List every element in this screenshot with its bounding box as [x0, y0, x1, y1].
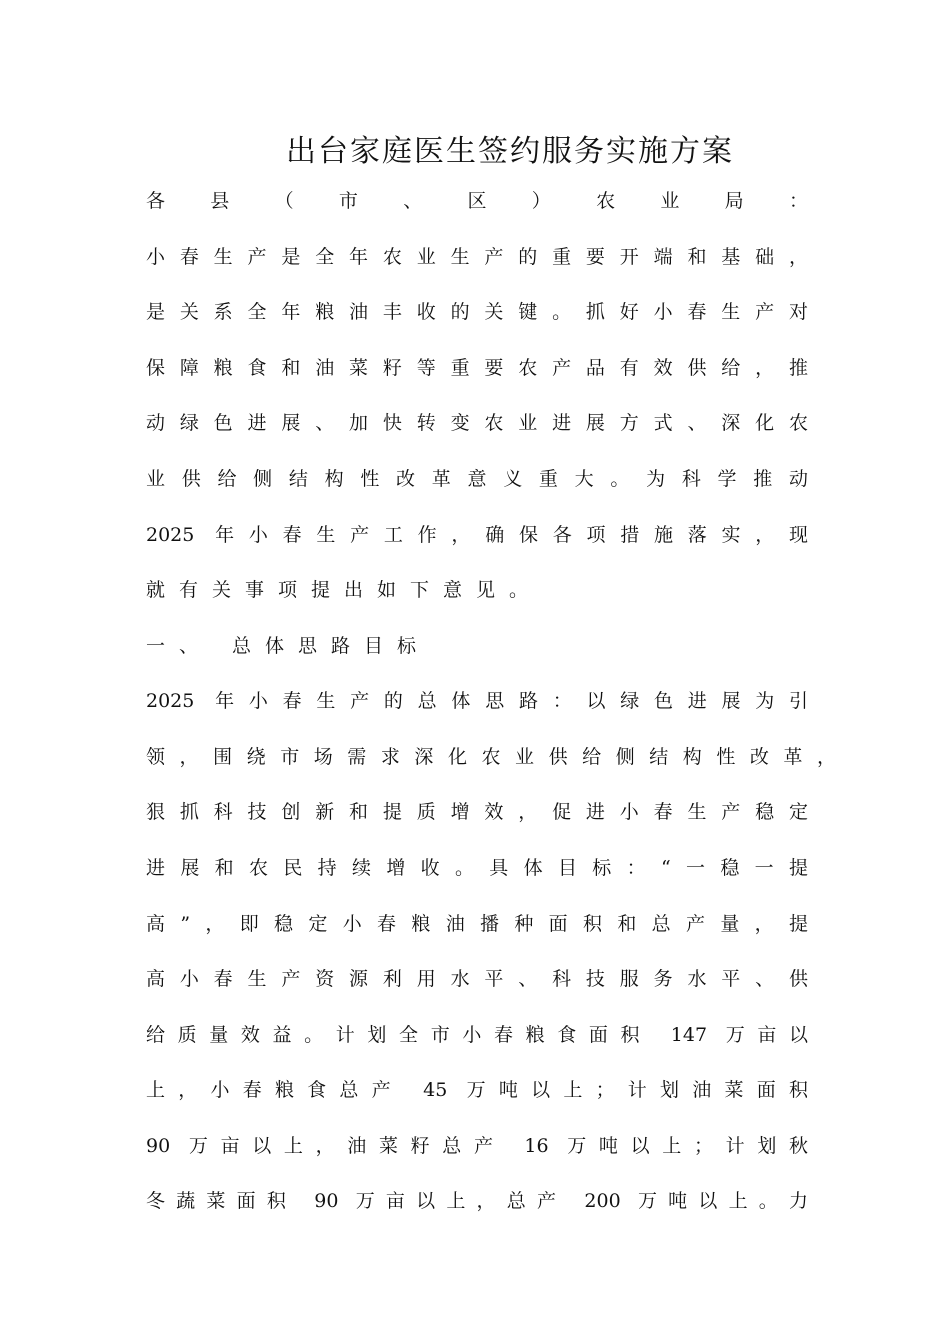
text-line: 进展和农民持续增收。具体目标：“一稳一提	[146, 857, 808, 879]
text-line: 冬蔬菜面积 90 万亩以上，总产 200 万吨以上。力	[146, 1190, 808, 1212]
text-line: 各县（市、区）农业局：	[146, 190, 808, 212]
text-line: 高”，即稳定小春粮油播种面积和总产量，提	[146, 913, 808, 935]
text-line: 90 万亩以上，油菜籽总产 16 万吨以上；计划秋	[146, 1135, 808, 1157]
section-heading: 一、 总体思路目标	[146, 635, 431, 657]
document-title: 出台家庭医生签约服务实施方案	[286, 134, 734, 169]
text-line: 领，围绕市场需求深化农业供给侧结构性改革，	[146, 746, 836, 768]
text-line: 给质量效益。计划全市小春粮食面积 147 万亩以	[146, 1024, 808, 1046]
text-line: 2025 年小春生产工作，确保各项措施落实，现	[146, 524, 808, 546]
text-line: 高小春生产资源利用水平、科技服务水平、供	[146, 968, 808, 990]
text-line: 上，小春粮食总产 45 万吨以上；计划油菜面积	[146, 1079, 808, 1101]
text-line: 动绿色进展、加快转变农业进展方式、深化农	[146, 412, 808, 434]
text-line: 业供给侧结构性改革意义重大。为科学推动	[146, 468, 808, 490]
text-line: 狠抓科技创新和提质增效，促进小春生产稳定	[146, 801, 808, 823]
text-line: 2025 年小春生产的总体思路：以绿色进展为引	[146, 690, 808, 712]
text-line: 是关系全年粮油丰收的关键。抓好小春生产对	[146, 301, 808, 323]
text-line: 保障粮食和油菜籽等重要农产品有效供给，推	[146, 357, 808, 379]
text-line: 就有关事项提出如下意见。	[146, 579, 543, 601]
text-line: 小春生产是全年农业生产的重要开端和基础，	[146, 246, 808, 268]
